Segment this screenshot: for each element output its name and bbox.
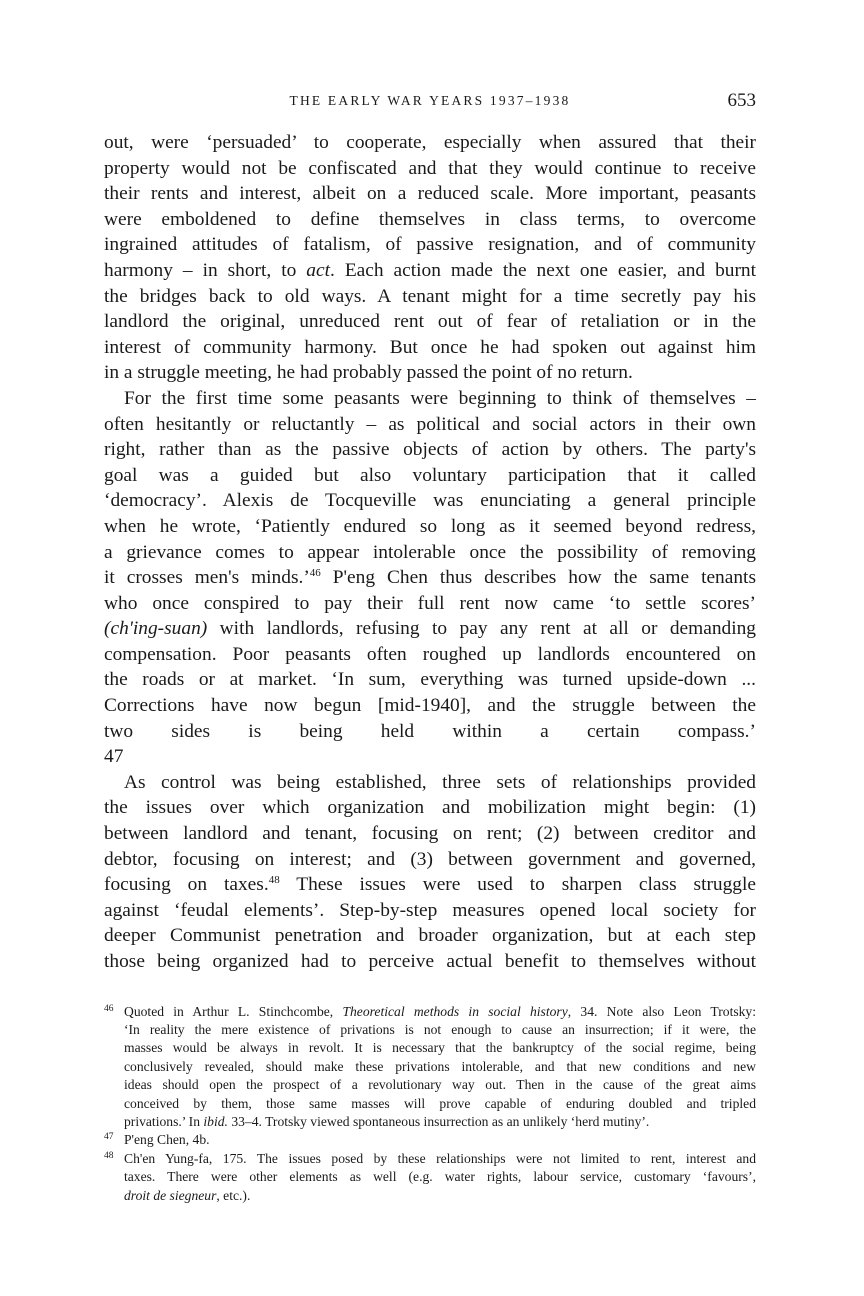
footnote-46 xyxy=(104,1003,756,1132)
text-line: the roads or at market. ‘In sum, everything was turned upside-down ... xyxy=(104,669,756,691)
text-line: ‘democracy’. Alexis de Tocqueville was enunciating a general principle xyxy=(104,490,756,512)
footnotes xyxy=(104,1003,756,1205)
text-run: 33–4. Trotsky viewed spontaneous insurrection as an unlikely ‘herd mutiny’. xyxy=(227,1114,650,1130)
footnote-line: Ch'en Yung-fa, 175. The issues posed by these relationships were not limited to rent, interest and xyxy=(124,1150,756,1166)
text-line: the bridges back to old ways. A tenant might for a time secretly pay his xyxy=(104,285,756,307)
text-run: Quoted in Arthur L. Stinchcombe, xyxy=(124,1003,343,1019)
paragraph-2 xyxy=(104,386,756,770)
running-header xyxy=(104,88,756,118)
text-line: right, rather than as the passive objects of action by others. The party's xyxy=(104,439,756,461)
text-run: , etc.). xyxy=(216,1187,251,1203)
text-line: debtor, focusing on interest; and (3) between government and governed, xyxy=(104,848,756,870)
emphasis-ibid: ibid. xyxy=(203,1114,228,1130)
footnote-mark: 47 xyxy=(104,1132,114,1143)
text-line: out, were ‘persuaded’ to cooperate, especially when assured that their xyxy=(104,132,756,153)
page-number: 653 xyxy=(727,90,756,111)
emphasis-ching-suan: (ch'ing-suan) xyxy=(104,618,208,640)
footnote-ref-46[interactable]: 46 xyxy=(309,567,321,580)
book-title: Theoretical methods in social history xyxy=(342,1003,568,1019)
text-line: between landlord and tenant, focusing on rent; (2) between creditor and xyxy=(104,823,756,845)
footnote-line xyxy=(124,1003,756,1021)
text-line: For the first time some peasants were beginning to think of themselves – xyxy=(124,387,756,409)
text-run: with landlords, refusing to pay any rent at all or demanding xyxy=(207,618,756,640)
text-line: often hesitantly or reluctantly – as political and social actors in their own xyxy=(104,413,756,435)
text-run: privations.’ In xyxy=(124,1114,204,1130)
footnote-line xyxy=(124,1113,756,1131)
text-line xyxy=(104,258,756,284)
text-line: deeper Communist penetration and broader organization, but at each step xyxy=(104,925,756,947)
book-page xyxy=(104,88,756,1205)
text-run: These issues were used to sharpen class struggle xyxy=(279,874,756,896)
text-run: it crosses men's minds.’ xyxy=(104,567,310,589)
text-run: focusing on taxes. xyxy=(104,874,269,896)
text-line: against ‘feudal elements’. Step-by-step measures opened local society for xyxy=(104,899,756,921)
text-line: interest of community harmony. But once he had spoken out against him xyxy=(104,336,756,358)
body-text xyxy=(104,130,756,975)
text-run: 47 xyxy=(104,746,124,768)
text-line: goal was a guided but also voluntary participation that it called xyxy=(104,464,756,486)
emphasis-act: act xyxy=(306,259,330,281)
footnote-ref-48[interactable]: 48 xyxy=(268,874,280,887)
footnote-line: P'eng Chen, 4b. xyxy=(124,1132,210,1148)
text-line: two sides is being held within a certain compass.’ xyxy=(104,720,756,742)
text-line xyxy=(104,565,756,591)
text-line: were emboldened to define themselves in class terms, to overcome xyxy=(104,208,756,230)
text-line: ingrained attitudes of fatalism, of passive resignation, and of community xyxy=(104,234,756,256)
text-line: Corrections have now begun [mid-1940], and the struggle between the xyxy=(104,695,756,717)
footnote-line: ideas should open the prospect of a revolutionary way out. Then in the cause of the great aims xyxy=(124,1077,756,1093)
footnote-line xyxy=(124,1187,756,1205)
text-line xyxy=(104,872,756,898)
footnote-mark: 46 xyxy=(104,1003,114,1014)
footnote-line: taxes. There were other elements as well (e.g. water rights, labour service, customary ‘favours’, xyxy=(124,1169,756,1185)
text-line: when he wrote, ‘Patiently endured so long as it seemed beyond redress, xyxy=(104,515,756,537)
footnote-48 xyxy=(104,1150,756,1205)
text-run: P'eng Chen thus describes how the same tenants xyxy=(320,567,756,589)
text-line: in a struggle meeting, he had probably passed the point of no return. xyxy=(104,362,633,384)
text-line: the issues over which organization and mobilization might begin: (1) xyxy=(104,797,756,819)
footnote-line: conclusively revealed, should make these privations intolerable, and that new conditions and new xyxy=(124,1058,756,1074)
paragraph-3 xyxy=(104,770,756,975)
footnote-line: ‘In reality the mere existence of privations is not enough to cause an insurrection; if it were, the xyxy=(124,1022,756,1037)
text-run: harmony – in short, to xyxy=(104,259,297,281)
text-line: those being organized had to perceive actual benefit to themselves without xyxy=(104,951,756,972)
footnote-line: masses would be always in revolt. It is necessary that the bankruptcy of the social regime, being xyxy=(124,1040,756,1056)
text-run: , 34. Note also Leon Trotsky: xyxy=(567,1003,757,1019)
running-title: THE EARLY WAR YEARS 1937–1938 xyxy=(289,93,571,108)
text-line: their rents and interest, albeit on a reduced scale. More important, peasants xyxy=(104,183,756,205)
paragraph-1 xyxy=(104,130,756,386)
text-run: . Each action made the next one easier, and burnt xyxy=(330,259,756,281)
footnote-47 xyxy=(104,1131,756,1149)
text-line: As control was being established, three sets of relationships provided xyxy=(124,771,756,793)
text-line: landlord the original, unreduced rent out of fear of retaliation or in the xyxy=(104,311,756,333)
text-line xyxy=(104,744,756,770)
footnote-line: conceived by them, those same masses will prove capable of enduring doubled and tripled xyxy=(124,1095,756,1111)
text-line xyxy=(104,616,756,642)
text-line: who once conspired to pay their full rent now came ‘to settle scores’ xyxy=(104,592,756,614)
footnote-mark: 48 xyxy=(104,1150,114,1161)
text-line: property would not be confiscated and that they would continue to receive xyxy=(104,157,756,179)
emphasis-droit: droit de siegneur xyxy=(124,1187,217,1203)
text-line: compensation. Poor peasants often roughed up landlords encountered on xyxy=(104,643,756,665)
text-line: a grievance comes to appear intolerable once the possibility of removing xyxy=(104,541,756,563)
